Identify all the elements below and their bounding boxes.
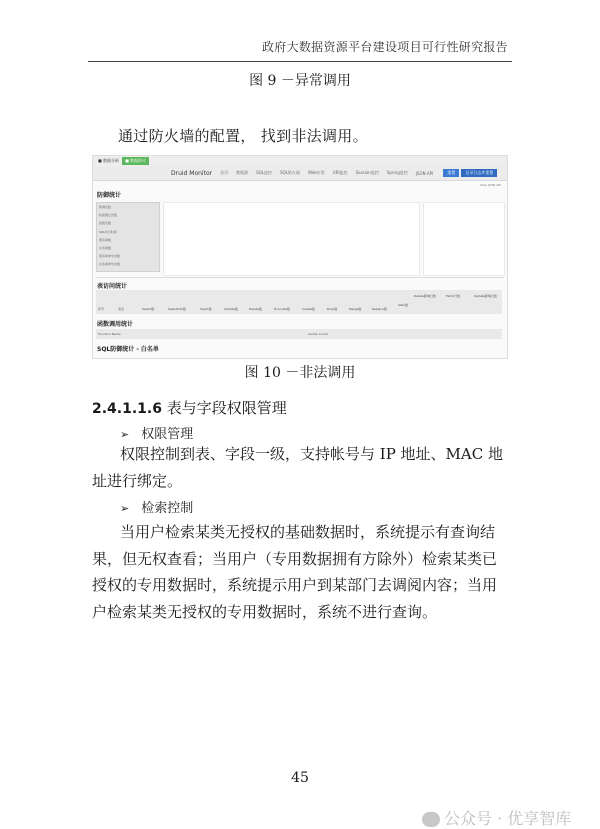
screenshot-col-header: Drop数 [327,307,338,311]
screenshot-nav-item: SQL监控 [256,170,273,175]
screenshot-col-header: Delete影响行数 [414,294,436,298]
paragraph-search-control [92,519,508,625]
screenshot-function-table [96,329,502,339]
screenshot-stat-item: 黑名单数 [99,237,112,242]
screenshot-col-header: Fetch行数 [446,294,461,298]
screenshot-tab: ■ 数据分析 [98,158,120,163]
paragraph-permission [92,441,508,494]
figure-9-caption: 图 9 －异常调用 [249,73,351,89]
screenshot-nav-item: SQL防火墙 [280,170,300,175]
screenshot-col-header: Create数 [302,307,315,311]
arrow-bullet-icon: ➢ [120,502,130,515]
screenshot-stat-item: 白名单数 [99,245,112,250]
screenshot-stat-item: SQL执行时间 [99,229,117,234]
screenshot-col-header: Alter数 [398,303,409,307]
figure-10-caption: 图 10 －非法调用 [244,365,356,381]
screenshot-section-title: SQL防御统计 - 白名单 [97,346,159,353]
screenshot-stat-item: 检查通过次数 [99,213,118,218]
screenshot-navbar [93,166,507,181]
running-header: 政府大数据资源平台建设项目可行性研究报告 [261,40,508,54]
screenshot-col-header: Update数 [224,307,238,311]
screenshot-col-header: Replace数 [372,307,387,311]
arrow-bullet-icon: ➢ [120,428,130,441]
screenshot-section-title: 函数调用统计 [97,321,134,328]
screenshot-col-header: Merge数 [349,307,362,311]
screenshot-col-header: Insert数 [200,307,212,311]
screenshot-json-link: View JSON API [479,183,501,187]
paragraph-text: 权限控制到表、字段一级，支持帐号与 IP 地址、MAC 地址进行绑定。 [92,445,503,490]
screenshot-nav-item: 数据源 [236,170,249,175]
screenshot-record-button: 记录日志并重置 [461,169,497,177]
screenshot-reset-button: 重置 [443,169,459,177]
screenshot-col-header: SelectInto数 [168,307,187,311]
screenshot-divider [96,277,504,278]
bullet-label: 权限管理 [141,427,194,442]
screenshot-section-title: 表访问统计 [97,283,128,290]
screenshot-stat-item: 白名单命中次数 [99,262,121,267]
screenshot-nav-item: Web应用 [307,170,325,175]
screenshot-col-header: Delete数 [249,307,262,311]
screenshot-col-header: 表名 [118,307,125,311]
screenshot-col-header: 序号 [98,307,105,311]
paragraph-text: 当用户检索某类无授权的基础数据时，系统提示有查询结果，但无权查看；当用户（专用数据拥有方除外）检索某类已授权的专用数据时，系统提示用户到某部门去调阅内容；当用户检索某类无授权的专用数据时，系统不进行查询。 [92,523,498,621]
bullet-label: 检索控制 [141,501,194,516]
screenshot-panel [423,202,505,276]
screenshot-brand: Druid Monitor [171,169,213,177]
bullet-item [120,423,193,442]
watermark [422,806,571,829]
screenshot-nav-item: Spring监控 [386,170,408,175]
page-number: 45 [291,770,309,786]
screenshot-panel [163,202,420,276]
section-number: 2.4.1.1.6 [92,401,162,417]
screenshot-col-header: Invoke Count [308,332,328,336]
screenshot-nav-item: JSON API [415,170,434,176]
section-heading [92,397,287,418]
screenshot-table-header [96,290,502,314]
paragraph-firewall: 通过防火墙的配置， 找到非法调用。 [118,127,368,145]
druid-monitor-screenshot [92,155,508,359]
section-title: 表与字段权限管理 [166,399,287,417]
screenshot-col-header: Function Name [98,332,121,336]
watermark-text: 公众号 · 优享智库 [444,809,572,828]
screenshot-stat-item: 防御次数 [99,205,112,209]
screenshot-nav-item: 首页 [220,170,229,175]
screenshot-nav-item: URI监控 [332,170,348,175]
screenshot-stats-list [96,202,160,272]
screenshot-col-header: Update影响行数 [474,294,497,298]
screenshot-stat-item: 拒绝次数 [99,221,112,226]
screenshot-col-header: Truncate数 [274,307,290,311]
header-rule [88,61,512,62]
screenshot-stat-item: 黑名单命中次数 [99,254,121,259]
wechat-icon [422,812,440,827]
screenshot-tab-active: ■ 数据防火 [122,157,149,165]
screenshot-nav-item: Session监控 [355,170,379,175]
screenshot-tab-bar [93,156,507,166]
screenshot-section-title: 防御统计 [97,192,122,199]
screenshot-col-header: Select数 [142,307,155,311]
bullet-item [120,497,193,516]
